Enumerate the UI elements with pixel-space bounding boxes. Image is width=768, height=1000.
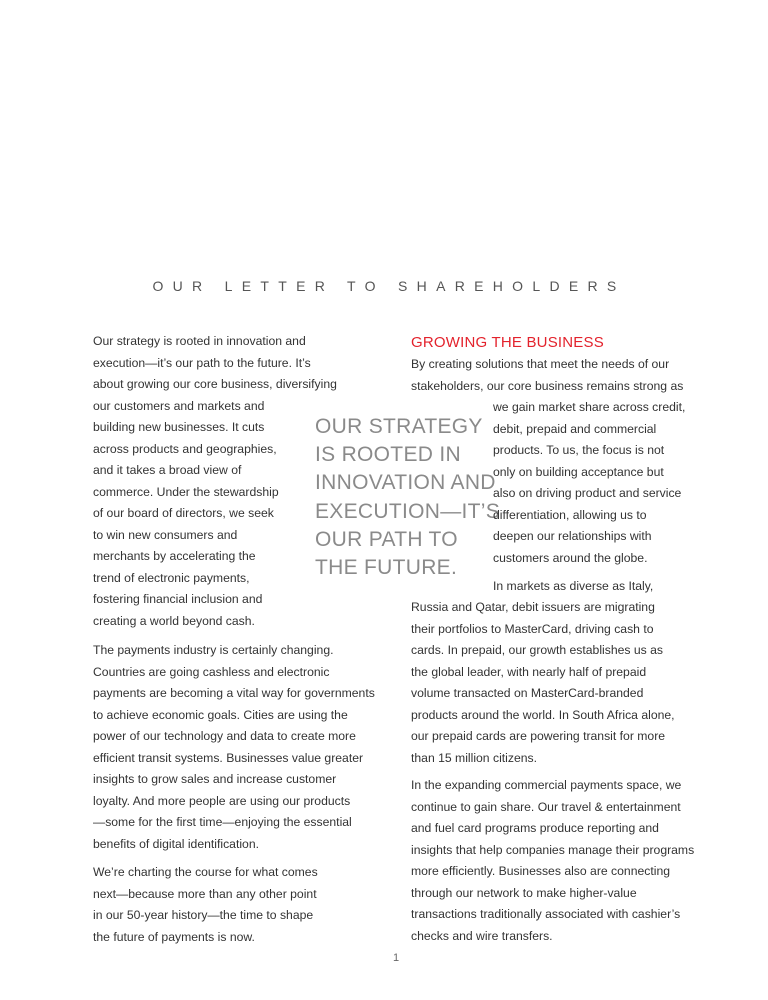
text-line: OUR STRATEGY bbox=[315, 415, 483, 438]
text-line: deepen our relationships with bbox=[493, 529, 652, 543]
text-line: trend of electronic payments, bbox=[93, 570, 250, 585]
text-line: products around the world. In South Africa alone, bbox=[411, 707, 675, 722]
text-line: Russia and Qatar, debit issuers are migrating bbox=[411, 600, 655, 614]
right-paragraph-1b bbox=[493, 397, 685, 569]
text-line: more efficiently. Businesses also are connecting bbox=[411, 864, 671, 878]
text-line: THE FUTURE. bbox=[315, 555, 458, 579]
text-line: insights that help companies manage their programs bbox=[411, 842, 695, 857]
text-line: Countries are going cashless and electronic bbox=[93, 664, 330, 679]
text-line: commerce. Under the stewardship bbox=[93, 484, 279, 499]
text-line: —some for the first time—enjoying the essential bbox=[93, 815, 352, 829]
text-line: By creating solutions that meet the needs of our bbox=[411, 357, 670, 371]
text-line: debit, prepaid and commercial bbox=[493, 421, 657, 436]
text-line: efficient transit systems. Businesses value greater bbox=[93, 750, 364, 765]
text-line: products. To us, the focus is not bbox=[493, 443, 665, 457]
left-paragraph-2 bbox=[93, 640, 375, 855]
text-line: than 15 million citizens. bbox=[411, 750, 537, 765]
text-line: EXECUTION—IT’S bbox=[315, 499, 501, 523]
text-line: merchants by accelerating the bbox=[93, 549, 256, 563]
text-line: the global leader, with nearly half of prepaid bbox=[411, 664, 647, 679]
text-line: transactions traditionally associated with cashier’s bbox=[411, 907, 681, 921]
text-line: through our network to make higher-value bbox=[411, 885, 637, 900]
text-line: next—because more than any other point bbox=[93, 886, 317, 901]
text-line: their portfolios to MasterCard, driving cash to bbox=[411, 621, 654, 636]
pull-quote bbox=[315, 413, 500, 582]
text-line: also on driving product and service bbox=[493, 486, 682, 500]
text-line: OUR PATH TO bbox=[315, 527, 458, 551]
text-line: and it takes a broad view of bbox=[93, 463, 242, 477]
text-line: our prepaid cards are powering transit for more bbox=[411, 729, 666, 743]
text-line: power of our technology and data to create more bbox=[93, 729, 356, 743]
right-paragraph-3 bbox=[411, 775, 694, 947]
text-line: creating a world beyond cash. bbox=[93, 613, 255, 628]
text-line: of our board of directors, we seek bbox=[93, 506, 274, 520]
text-line: across products and geographies, bbox=[93, 441, 277, 456]
left-paragraph-1 bbox=[93, 331, 337, 632]
text-line: customers around the globe. bbox=[493, 550, 648, 565]
text-line: In the expanding commercial payments space, we bbox=[411, 778, 682, 792]
text-line: The payments industry is certainly changing. bbox=[93, 643, 334, 657]
text-line: insights to grow sales and increase customer bbox=[93, 772, 337, 786]
page-title: OUR LETTER TO SHAREHOLDERS bbox=[152, 278, 626, 294]
text-line: fostering financial inclusion and bbox=[93, 592, 263, 606]
text-line: our customers and markets and bbox=[93, 398, 265, 413]
text-line: loyalty. And more people are using our products bbox=[93, 793, 351, 808]
text-line: payments are becoming a vital way for governments bbox=[93, 686, 375, 700]
text-line: we gain market share across credit, bbox=[493, 400, 686, 414]
text-line: benefits of digital identification. bbox=[93, 836, 259, 851]
text-line: differentiation, allowing us to bbox=[493, 507, 647, 522]
text-line: and fuel card programs produce reporting and bbox=[411, 821, 659, 835]
text-line: in our 50-year history—the time to shape bbox=[93, 908, 314, 922]
page-number: 1 bbox=[393, 952, 400, 964]
text-line: We’re charting the course for what comes bbox=[93, 865, 318, 879]
text-line: In markets as diverse as Italy, bbox=[493, 579, 654, 593]
section-heading: GROWING THE BUSINESS bbox=[411, 334, 604, 351]
right-paragraph-1a bbox=[411, 354, 683, 397]
text-line: Our strategy is rooted in innovation and bbox=[93, 334, 306, 348]
text-line: volume transacted on MasterCard-branded bbox=[411, 686, 644, 700]
text-line: about growing our core business, diversifying bbox=[93, 377, 337, 391]
text-line: only on building acceptance but bbox=[493, 464, 664, 479]
text-line: continue to gain share. Our travel & entertainment bbox=[411, 799, 681, 814]
text-line: stakeholders, our core business remains strong as bbox=[411, 378, 684, 393]
text-line: to achieve economic goals. Cities are using the bbox=[93, 707, 348, 722]
text-line: building new businesses. It cuts bbox=[93, 420, 265, 434]
text-line: the future of payments is now. bbox=[93, 929, 255, 944]
text-line: IS ROOTED IN bbox=[315, 443, 461, 467]
text-line: execution—it’s our path to the future. It’s bbox=[93, 355, 311, 370]
text-line: cards. In prepaid, our growth establishes us as bbox=[411, 643, 664, 657]
right-paragraph-2a bbox=[493, 576, 653, 598]
right-paragraph-2b bbox=[411, 597, 675, 769]
text-line: checks and wire transfers. bbox=[411, 928, 553, 943]
left-paragraph-3 bbox=[93, 862, 318, 948]
text-line: to win new consumers and bbox=[93, 527, 238, 542]
text-line: INNOVATION AND bbox=[315, 471, 496, 495]
